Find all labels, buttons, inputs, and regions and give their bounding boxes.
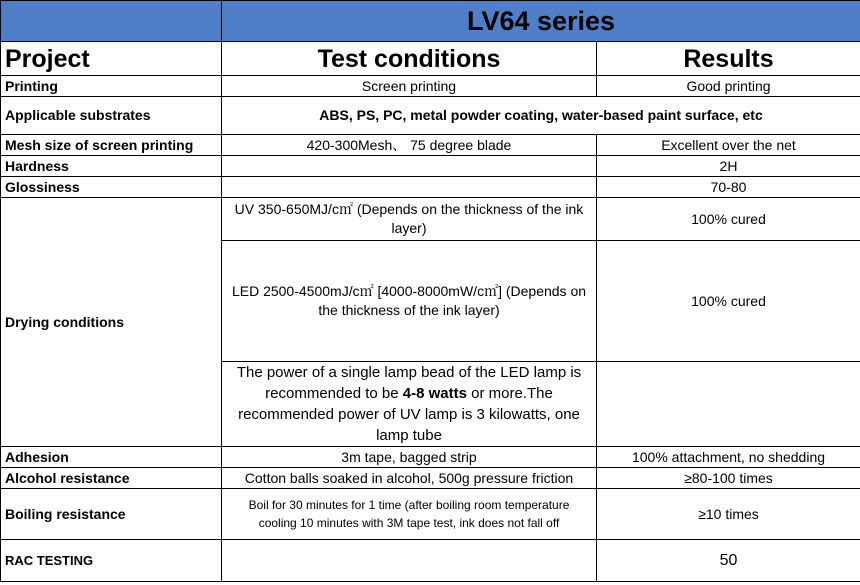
series-title: LV64 series: [222, 1, 860, 42]
adhesion-result: 100% attachment, no shedding: [597, 447, 860, 468]
hardness-label: Hardness: [1, 156, 222, 177]
title-blank-cell: [1, 1, 222, 42]
adhesion-condition: 3m tape, bagged strip: [222, 447, 597, 468]
substrates-label: Applicable substrates: [1, 97, 222, 135]
table-row: [1, 177, 860, 198]
drying-led-result: 100% cured: [597, 241, 860, 362]
printing-condition: Screen printing: [222, 76, 597, 97]
table-row: [1, 468, 860, 489]
glossiness-label: Glossiness: [1, 177, 222, 198]
drying-uv-result: 100% cured: [597, 198, 860, 241]
header-results: Results: [597, 42, 860, 76]
boiling-result: ≥10 times: [597, 489, 860, 540]
table-row: [1, 447, 860, 468]
alcohol-label: Alcohol resistance: [1, 468, 222, 489]
glossiness-result: 70-80: [597, 177, 860, 198]
hardness-result: 2H: [597, 156, 860, 177]
drying-uv-condition: UV 350-650MJ/c㎡ (Depends on the thickness of the ink layer): [222, 198, 597, 241]
mesh-label: Mesh size of screen printing: [1, 135, 222, 156]
mesh-condition: 420-300Mesh、 75 degree blade: [222, 135, 597, 156]
alcohol-condition: Cotton balls soaked in alcohol, 500g pressure friction: [222, 468, 597, 489]
lamp-bold-watts: 4-8 watts: [402, 385, 467, 402]
table-row: [1, 135, 860, 156]
lamp-text-2: or more.The recommended power of UV lamp is 3 kilowatts, one lamp tube: [238, 385, 580, 444]
title-row: [1, 1, 860, 42]
hardness-condition: [222, 156, 597, 177]
printing-result: Good printing: [597, 76, 860, 97]
drying-led-condition: LED 2500-4500mJ/c㎡ [4000-8000mW/c㎡] (Depends on the thickness of the ink layer): [222, 241, 597, 362]
adhesion-label: Adhesion: [1, 447, 222, 468]
rac-label: RAC TESTING: [1, 540, 222, 582]
table-row: [1, 198, 860, 241]
table-row: [1, 489, 860, 540]
rac-condition: [222, 540, 597, 582]
drying-lamp-condition: [222, 362, 597, 447]
header-row: [1, 42, 860, 76]
boiling-condition: Boil for 30 minutes for 1 time (after boiling room temperature cooling 10 minutes with 3M tape test, ink does not fall off: [222, 489, 597, 540]
drying-lamp-result: [597, 362, 860, 447]
substrates-value: ABS, PS, PC, metal powder coating, water-based paint surface, etc: [222, 97, 860, 135]
header-test-conditions: Test conditions: [222, 42, 597, 76]
printing-label: Printing: [1, 76, 222, 97]
lamp-text-1: The power of a single lamp bead of the LED lamp is recommended to be: [236, 364, 582, 402]
rac-result: 50: [597, 540, 860, 582]
table-row: [1, 76, 860, 97]
table-row: [1, 540, 860, 582]
drying-label: Drying conditions: [1, 198, 222, 447]
boiling-label: Boiling resistance: [1, 489, 222, 540]
glossiness-condition: [222, 177, 597, 198]
mesh-result: Excellent over the net: [597, 135, 860, 156]
header-project: Project: [1, 42, 222, 76]
alcohol-result: ≥80-100 times: [597, 468, 860, 489]
table-row: [1, 156, 860, 177]
table-row: [1, 97, 860, 135]
